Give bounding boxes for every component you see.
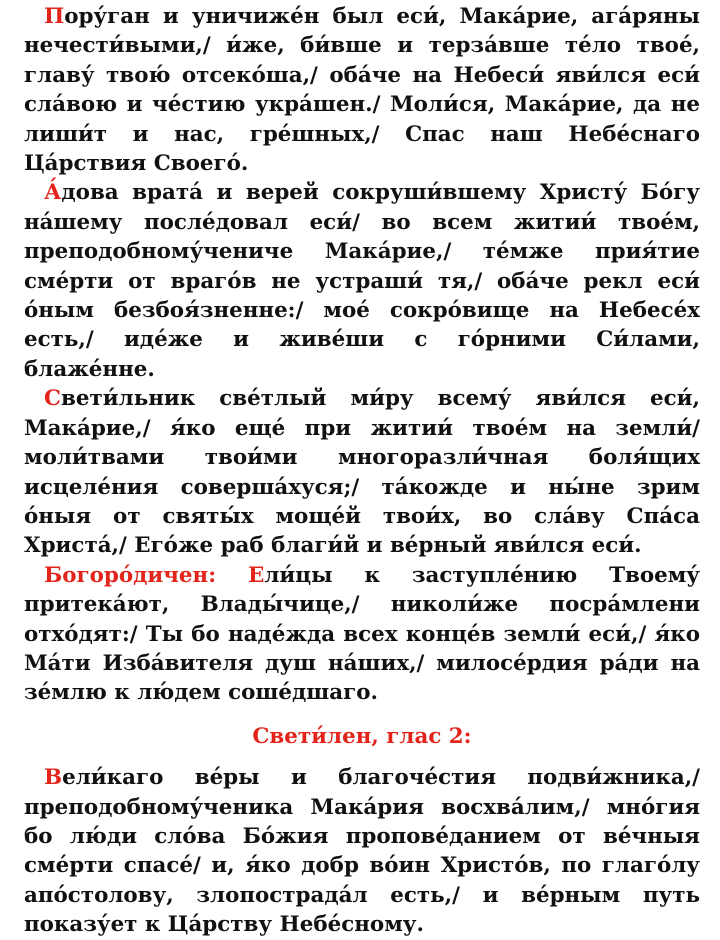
drop-initial: В <box>44 765 63 791</box>
troparion-text: ору́ган и уничиже́н был еси́, Мака́рие, ага́ряны нечести́выми,/ и́же, би́вше и терза́вше те́ло твое́, главу́ твою́ отсеко́ша,/ оба́че на Небеси́ яви́лся еси́ сла́вою и че́стию укра́шен./ Моли́ся, Мака́рие, да не лиши́т и нас, гре́шных,/ Спас наш Небе́снаго Ца́рствия Своего́. <box>24 4 700 177</box>
drop-initial: П <box>44 4 65 29</box>
drop-initial: Е <box>248 562 265 588</box>
drop-initial: С <box>44 386 62 412</box>
drop-initial: А́ <box>44 180 62 206</box>
troparion-3 <box>24 384 700 560</box>
theotokion <box>24 561 700 708</box>
section-gap <box>24 708 700 722</box>
svetilen-text: ели́каго ве́ры и благоче́стия подви́жника,/ преподобному́ченика Мака́рия восхва́лим,/ мно́гия бо лю́ди сло́ва Бо́жия пропове́данием от ве́чныя сме́рти спасе́/ и, я́ко добр во́ин Христо́в, по глаго́лу апо́столову, злопострада́л есть,/ и ве́рным путь показу́ет к Ца́рству Небе́сному. <box>24 765 700 938</box>
troparion-1 <box>24 2 700 178</box>
svetilen <box>24 763 700 939</box>
troparion-text: дова врата́ и верей сокруши́вшему Христу́ Бо́гу на́шему после́довал еси́/ во всем житии́ твое́м, преподобному́чениче Мака́рие,/ те́мже прия́тие сме́рти от враго́в не устраши́ тя,/ оба́че рекл еси́ о́ным безбоя́зненне:/ мое́ сокро́вище на Небесе́х есть,/ иде́же и живе́ши с го́рними Си́лами, блаже́нне. <box>24 180 700 382</box>
theotokion-text: ли́цы к заступле́нию Твоему́ притека́ют, Влады́чице,/ николи́же посра́млени отхо́дят:/ Ты бо наде́жда всех конце́в земли́ еси́,/ я́ко Ма́ти Изба́вителя душ на́ших,/ милосе́рдия ра́ди на зе́млю к лю́дем соше́дшаго. <box>24 562 700 706</box>
theotokion-label: Богоро́дичен: <box>44 562 249 588</box>
troparion-text: вети́льник све́тлый ми́ру всему́ яви́лся еси́, Мака́рие,/ я́ко еще́ при житии́ твое́м на земли́/ моли́твами твои́ми многоразли́чная боля́щих исцеле́ния соверша́хуся;/ та́кожде и ны́не зрим о́ныя от святы́х моще́й твои́х, во сла́ву Спа́са Христа́,/ Его́же раб благи́й и ве́рный яви́лся еси́. <box>24 386 700 559</box>
troparion-2 <box>24 178 700 384</box>
svetilen-heading: Свети́лен, глас 2: <box>252 723 472 749</box>
